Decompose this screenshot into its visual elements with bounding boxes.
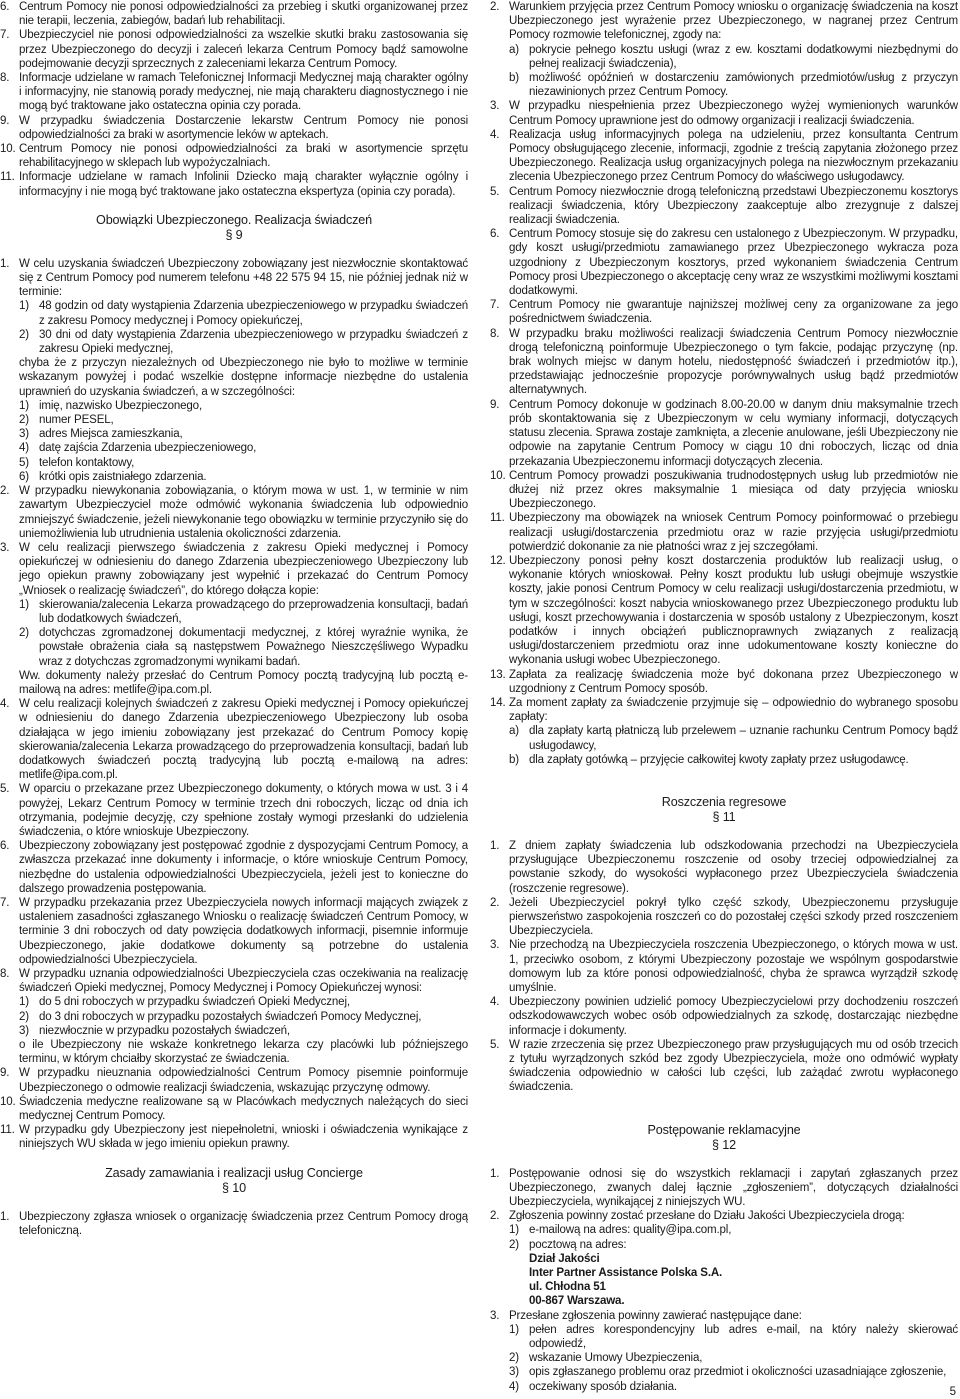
numbered-paragraph — [490, 938, 958, 995]
item-text: e-mailową na adres: quality@ipa.com.pl, — [529, 1224, 732, 1237]
item-text: Centrum Pomocy prowadzi poszukiwania trudnodostępnych usług lub przedmiotów nie dłużej niż przez okres maksymalnie 1 miesiąca od daty przyjęcia wniosku Ubezpieczonego. — [509, 469, 958, 511]
item-text: numer PESEL, — [39, 414, 114, 427]
numbered-paragraph — [490, 896, 958, 939]
list-subitem — [490, 1365, 958, 1379]
numbered-paragraph — [490, 696, 958, 724]
numbered-paragraph — [0, 1123, 468, 1151]
item-number: 3) — [19, 1024, 29, 1037]
item-text: możliwość opóźnień w dostarczeniu zamówionych przedmiotów/usług z przyczyn niezawinionych przez Centrum Pomocy. — [529, 72, 958, 99]
item-text: Centrum Pomocy nie ponosi odpowiedzialności za przebieg i skutki organizowanej przez nie terapii, leczenia, zabiegów, badań lub rehabilitacji. — [19, 1, 468, 28]
item-text: pocztową na adres: — [529, 1238, 627, 1251]
item-text: Ubezpieczony powinien udzielić pomocy Ubezpieczycielowi przy dochodzeniu roszczeń odszkodowawczych wobec osób odpowiedzialnych za szkodę, dostarczając niezbędne informacje i dokumenty. — [509, 996, 958, 1037]
left-column — [0, 0, 468, 1399]
item-text: Nie przechodzą na Ubezpieczyciela roszczenia Ubezpieczonego, o których mowa w ust. 1, przeciwko osobom, z którymi Ubezpieczony pozostaje we wspólnym gospodarstwie domowym lub za które ponosi odpowiedzialność, chyba że sprawca wyrządził szkodę umyślnie. — [509, 939, 958, 994]
paragraph-continuation: Ww. dokumenty należy przesłać do Centrum Pomocy pocztą tradycyjną lub pocztą e-mailową na adres: metlife@ipa.com.pl. — [19, 669, 468, 696]
numbered-paragraph — [0, 782, 468, 839]
list-subitem — [0, 470, 468, 484]
item-text: Informacje udzielane w ramach Telefonicznej Informacji Medycznej mają charakter ogólny i informacyjny, nie stanowią porady medycznej, nie mają charakteru diagnostycznego i nie mogą być traktowane jako ostateczna opinia czy porada. — [19, 72, 468, 113]
item-number: 4. — [490, 128, 500, 141]
item-text: W przypadku gdy Ubezpieczony jest niepełnoletni, wnioski i oświadczenia wynikające z niniejszych WU składa w jego imieniu opiekun prawny. — [19, 1124, 468, 1151]
item-text: skierowania/zalecenia Lekarza prowadzącego do przeprowadzenia konsultacji, badań lub dodatkowych świadczeń, — [39, 598, 468, 625]
item-number: 1. — [490, 1167, 500, 1180]
address-line: 00-867 Warszawa. — [529, 1295, 625, 1308]
item-number: 3. — [490, 1309, 500, 1322]
list-subitem — [490, 1351, 958, 1365]
numbered-paragraph — [490, 0, 958, 43]
item-number: a) — [509, 725, 519, 738]
item-text: W przypadku niespełnienia przez Ubezpieczonego wyżej wymienionych warunków Centrum Pomocy uprawnione jest do odmowy organizacji i realizacji świadczenia. — [509, 100, 958, 127]
item-text: Jeżeli Ubezpieczyciel pokrył tylko część szkody, Ubezpieczonemu przysługuje pierwszeństwo zaspokojenia roszczeń co do pozostałej części szkody przed roszczeniem Ubezpieczyciela. — [509, 896, 958, 938]
spacer — [0, 199, 468, 213]
item-text: Centrum Pomocy nie ponosi odpowiedzialności za braki w asortymencie sprzętu rehabilitacyjnego w sklepach lub wypożyczalniach. — [19, 143, 468, 170]
item-number: 14. — [490, 696, 506, 709]
numbered-paragraph — [0, 71, 468, 114]
numbered-paragraph — [490, 185, 958, 228]
numbered-paragraph — [0, 0, 468, 28]
right-column — [490, 0, 958, 1399]
item-number: 2. — [490, 1, 500, 13]
spacer — [490, 1153, 958, 1167]
list-subitem — [0, 1010, 468, 1024]
item-number: 11. — [490, 512, 505, 525]
numbered-paragraph — [0, 967, 468, 995]
item-text: Centrum Pomocy nie gwarantuje najniższej możliwej ceny za organizowane za jego pośrednictwem świadczenia. — [509, 299, 958, 326]
numbered-paragraph — [0, 1095, 468, 1123]
item-text: Ubezpieczyciel nie ponosi odpowiedzialności za wszelkie skutki braku zastosowania się przez Ubezpieczonego do decyzji i zaleceń lekarza Centrum Pomocy bądź samowolne podejmowanie decyzji sprzecznych z zaleceniami lekarza Centrum Pomocy. — [19, 29, 468, 70]
item-text: Centrum Pomocy stosuje się do zakresu cen ustalonego z Ubezpieczonym. W przypadku, gdy koszt usługi/przedmiotu zamawianego przez Ubezpieczonego wykracza poza uzgodniony z Ubezpieczonym kosztorys, przed wykonaniem świadczenia Centrum Pomocy prosi Ubezpieczonego o akceptację ceny wraz ze wszystkimi możliwymi kosztami dodatkowymi. — [509, 228, 958, 298]
list-subitem — [0, 995, 468, 1009]
numbered-paragraph — [0, 170, 468, 198]
item-text: do 5 dni roboczych w przypadku świadczeń Opieki Medycznej, — [39, 996, 350, 1009]
item-number: 13. — [490, 668, 506, 681]
item-number: 1) — [509, 1323, 519, 1336]
item-text: wskazanie Umowy Ubezpieczenia, — [529, 1352, 703, 1365]
item-text: W przypadku przekazania przez Ubezpieczyciela nowych informacji mających związek z ustaleniem zasadności zgłaszanego Wniosku o realizację świadczeń Centrum Pomocy, w terminie 3 dni roboczych od daty powzięcia dodatkowych informacji, pisemnie informuje Ubezpieczonego, jakie dodatkowe dokumenty są potrzebne do ustalenia odpowiedzialności Ubezpieczyciela. — [19, 896, 468, 966]
item-text: W oparciu o przekazane przez Ubezpieczonego dokumenty, o których mowa w ust. 3 i 4 powyżej, Lekarz Centrum Pomocy w terminie trzech dni roboczych, licząc od dnia ich otrzymania, podejmie decyzję, czy spełnione zostały wymogi przesłanki do udzielenia świadczenia, o które wnioskuje Ubezpieczony. — [19, 783, 468, 838]
item-number: 10. — [0, 143, 16, 156]
numbered-paragraph — [0, 257, 468, 300]
item-number: 11. — [0, 1124, 15, 1137]
section-heading: Roszczenia regresowe — [661, 794, 787, 809]
item-text: W przypadku nieuznania odpowiedzialności Centrum Pomocy pisemnie poinformuje Ubezpieczonego o odmowie realizacji świadczenia, wskazując przyczynę odmowy. — [19, 1067, 468, 1094]
item-text: dla zapłaty gotówką – przyjęcie całkowitej kwoty zapłaty przez usługodawcę. — [529, 753, 909, 766]
item-text: Warunkiem przyjęcia przez Centrum Pomocy wniosku o organizację świadczenia na koszt Ubezpieczonego jest wyrażenie przez Ubezpieczonego, w nagranej przez Centrum Pomocy rozmowie telefonicznej, zgody na: — [509, 1, 958, 42]
item-number: 6) — [19, 470, 29, 483]
item-number: 12. — [490, 554, 506, 567]
item-text: dotychczas zgromadzonej dokumentacji medycznej, z której wyraźnie wynika, że powstałe obrażenia ciała są następstwem Poważnego Nieszczęśliwego Wypadku wraz z dotychczas zgromadzonymi wynikami badań. — [39, 627, 468, 668]
address-line: Inter Partner Assistance Polska S.A. — [529, 1267, 723, 1280]
list-subitem — [490, 724, 958, 752]
list-subitem — [0, 413, 468, 427]
item-number: 2. — [490, 1210, 500, 1223]
item-text: adres Miejsca zamieszkania, — [39, 428, 183, 441]
item-number: 10. — [490, 469, 506, 482]
numbered-paragraph — [490, 995, 958, 1038]
list-subitem — [0, 456, 468, 470]
list-subitem — [0, 626, 468, 669]
item-text: imię, nazwisko Ubezpieczonego, — [39, 399, 203, 412]
section-heading: Obowiązki Ubezpieczonego. Realizacja świadczeń — [96, 212, 372, 227]
numbered-paragraph — [0, 697, 468, 782]
spacer — [490, 1095, 958, 1109]
item-number: 6. — [490, 228, 500, 241]
spacer — [490, 1109, 958, 1123]
item-number: 6. — [0, 1, 10, 13]
item-number: 2) — [19, 1010, 29, 1023]
numbered-paragraph — [490, 1309, 958, 1323]
list-subitem — [490, 71, 958, 99]
item-text: W przypadku niewykonania zobowiązania, o którym mowa w ust. 1, w terminie w nim zawartym Ubezpieczyciel może odmówić wykonania świadczenia lub odpowiednio zmniejszyć świadczenie, jeżeli niewykonanie tego obowiązku w terminie przyczyniło się do uniemożliwienia lub utrudnienia ustalenia okoliczności zdarzenia. — [19, 485, 468, 540]
list-subitem — [490, 43, 958, 71]
item-number: 2) — [509, 1352, 519, 1365]
numbered-paragraph — [490, 511, 958, 554]
list-subitem — [490, 1238, 958, 1252]
item-number: 1) — [19, 399, 29, 412]
list-subitem — [490, 1380, 958, 1394]
item-text: Zapłata za realizację świadczenia może być dokonana przez Ubezpieczonego w uzgodniony z Centrum Pomocy sposób. — [509, 668, 958, 695]
item-number: 1. — [490, 839, 500, 852]
list-subitem — [0, 299, 468, 327]
item-number: 1) — [19, 300, 29, 313]
numbered-paragraph — [490, 1209, 958, 1223]
numbered-paragraph — [490, 398, 958, 469]
item-text: Z dniem zapłaty świadczenia lub odszkodowania przechodzi na Ubezpieczyciela przysługujące Ubezpieczonemu roszczenie od osoby trzeciej odpowiedzialnej za powstanie szkody, do wysokości wypłaconego przez Ubezpieczyciela świadczenia (roszczenie regresowe). — [509, 839, 958, 895]
item-number: 8. — [0, 968, 10, 980]
item-text: niezwłocznie w przypadku pozostałych świadczeń, — [39, 1024, 290, 1037]
numbered-paragraph — [490, 128, 958, 185]
list-subitem — [0, 427, 468, 441]
numbered-paragraph — [490, 327, 958, 398]
item-text: W przypadku uznania odpowiedzialności Ubezpieczyciela czas oczekiwania na realizację świadczeń Opieki medycznej, Pomocy Medycznej i Pomocy Opiekuńczej wynosi: — [19, 968, 468, 995]
item-number: 4. — [490, 996, 500, 1009]
item-number: b) — [509, 753, 519, 766]
item-number: 9. — [0, 1067, 10, 1080]
list-subitem — [0, 399, 468, 413]
numbered-paragraph — [0, 541, 468, 598]
item-text: pokrycie pełnego kosztu usługi (wraz z ew. kosztami dodatkowymi niezbędnymi do pełnej realizacji świadczenia), — [529, 43, 958, 70]
item-text: Ubezpieczony ma obowiązek na wniosek Centrum Pomocy poinformować o przebiegu realizacji usługi/dostarczenia przedmiotu oraz w razie przyjęcia usługi/przedmiotu potwierdzić dokonanie za nie płatności wraz z jej szczegółami. — [509, 512, 958, 553]
item-number: 1) — [19, 598, 29, 611]
numbered-paragraph — [0, 142, 468, 170]
numbered-paragraph — [0, 484, 468, 541]
item-text: W celu realizacji pierwszego świadczenia z zakresu Opieki medycznej i Pomocy opiekuńczej w odniesieniu do danego Zdarzenia ubezpieczeniowego Ubezpieczony lub jego opiekun prawny zobowiązany jest wypełnić i przekazać do Centrum Pomocy „Wniosek o realizację świadczeń”, do którego dołącza kopie: — [19, 541, 468, 597]
list-subitem — [490, 1223, 958, 1237]
item-number: 4. — [0, 698, 10, 711]
spacer — [0, 243, 468, 257]
item-number: 5) — [19, 456, 29, 469]
item-number: 3. — [0, 541, 10, 554]
item-number: 9. — [0, 114, 10, 127]
item-number: 4) — [19, 442, 29, 455]
numbered-paragraph — [490, 668, 958, 696]
paragraph-continuation: o ile Ubezpieczony nie wskaże konkretnego lekarza czy placówki lub późniejszego terminu, w którym chciałby skorzystać ze świadczenia. — [19, 1039, 468, 1066]
numbered-paragraph — [0, 1066, 468, 1094]
item-text: Świadczenia medyczne realizowane są w Placówkach medycznych należących do sieci medycznej Centrum Pomocy. — [19, 1095, 468, 1123]
item-number: 2) — [19, 627, 29, 640]
item-text: Centrum Pomocy dokonuje w godzinach 8.00-20.00 w danym dniu maksymalnie trzech prób skontaktowania się z Ubezpieczonym w celu wymiany informacji, dotyczących statusu zlecenia. Sprawa zostaje zamknięta, a zlecenie anulowane, jeśli Ubezpieczony nie odpowie na zapytanie Centrum Pomocy w ciągu 10 dni roboczych, licząc od dnia przekazania Ubezpieczonemu informacji dotyczących zlecenia. — [509, 398, 958, 468]
numbered-paragraph — [0, 839, 468, 896]
item-text: Centrum Pomocy niezwłocznie drogą telefoniczną przedstawi Ubezpieczonemu kosztorys realizacji świadczenia, który Ubezpieczony zaakceptuje albo zrezygnuje z dalszej realizacji świadczenia. — [509, 185, 958, 227]
numbered-paragraph — [0, 896, 468, 967]
item-number: 11. — [0, 171, 15, 184]
item-text: W przypadku braku możliwości realizacji świadczenia Centrum Pomocy niezwłocznie drogą telefoniczną poinformuje Ubezpieczonego o tym fakcie, podając przyczynę (np. brak wolnych miejsc w danym hotelu, niedostępność świadczeń i przedmiotów itp.), przedstawiając jednocześnie propozycje porównywalnych usług bądź przedmiotów alternatywnych. — [509, 327, 958, 397]
item-text: datę zajścia Zdarzenia ubezpieczeniowego, — [39, 442, 257, 455]
item-text: dla zapłaty kartą płatniczą lub przelewem – uznanie rachunku Centrum Pomocy bądź usługodawcy, — [529, 725, 958, 752]
item-number: b) — [509, 72, 519, 85]
section-heading: § 9 — [225, 227, 243, 242]
item-number: 1) — [19, 996, 29, 1009]
item-text: Za moment zapłaty za świadczenie przyjmuje się – odpowiednio do wybranego sposobu zapłaty: — [509, 696, 958, 724]
item-number: 1. — [0, 257, 10, 270]
item-number: 7. — [0, 896, 10, 909]
item-text: telefon kontaktowy, — [39, 456, 135, 469]
numbered-paragraph — [490, 298, 958, 326]
item-text: do 3 dni roboczych w przypadku pozostałych świadczeń Pomocy Medycznej, — [39, 1010, 422, 1023]
item-number: 7. — [0, 29, 10, 42]
list-subitem — [0, 441, 468, 455]
numbered-paragraph — [490, 1038, 958, 1095]
item-text: Ubezpieczony ponosi pełny koszt dostarczenia produktów lub realizacji usług, o wykonanie których wnioskował. Pełny koszt produktu lub usługi obejmuje wszystkie koszty, jakie ponosi Centrum Pomocy w celu realizacji usługi/dostarczenia przedmiotu, w tym w szczególności: koszt nabycia wnioskowanego przez Ubezpieczonego produktu lub usługi, koszt przechowywania i dostarczenia w sposób ustalony z Ubezpieczonym, koszt podatków i innych obciążeń publicznoprawnych związanych z realizacją usługi/dostarczeniem przedmiotu oraz inne udokumentowane koszty konieczne do wykonania usługi wobec Ubezpieczonego. — [509, 554, 958, 667]
numbered-paragraph — [490, 554, 958, 668]
spacer — [0, 1196, 468, 1210]
item-number: 7. — [490, 299, 500, 312]
item-text: Informacje udzielane w ramach Infolinii Dziecko mają charakter wyłącznie ogólny i informacyjny i nie mogą być traktowane jako ostateczna ekspertyza (opinia czy porada). — [19, 171, 468, 198]
page-number: 5 — [949, 1386, 956, 1398]
item-number: 1. — [0, 1210, 10, 1223]
item-text: Ubezpieczony zobowiązany jest postępować zgodnie z dyspozycjami Centrum Pomocy, a zwłaszcza przekazać inne dokumenty i informacje, o które wnioskuje Centrum Pomocy, niezbędne do ustalenia odpowiedzialności Ubezpieczyciela, jeżeli jest to konieczne do dalszego prowadzenia postępowania. — [19, 840, 468, 895]
item-number: 4) — [509, 1380, 519, 1393]
section-heading: Zasady zamawiania i realizacji usług Concierge — [105, 1165, 363, 1180]
item-number: 5. — [490, 1038, 500, 1051]
address-line: Dział Jakości — [529, 1252, 600, 1265]
item-text: Postępowanie odnosi się do wszystkich reklamacji i zapytań zgłaszanych przez Ubezpieczonego, zwanych dalej łącznie „zgłoszeniem”, dotyczących działalności Ubezpieczyciela, wynikającej z niniejszych WU. — [509, 1167, 958, 1209]
item-number: 6. — [0, 840, 10, 853]
item-number: 2. — [490, 896, 500, 909]
item-text: Realizacja usług informacyjnych polega na udzieleniu, przez konsultanta Centrum Pomocy obsługującego zlecenie, informacji, zgodnie z treścią zapytania złożonego przez Ubezpieczonego. Realizacja usług organizacyjnych polega na niezwłocznym przekazaniu zlecenia Ubezpieczonego przez Centrum Pomocy do właściwego usługodawcy. — [509, 128, 958, 184]
spacer — [490, 825, 958, 839]
spacer — [490, 767, 958, 781]
item-number: 5. — [490, 185, 500, 198]
spacer — [0, 1152, 468, 1166]
numbered-paragraph — [490, 227, 958, 298]
item-number: 3. — [490, 939, 500, 952]
item-number: 3) — [509, 1366, 519, 1379]
item-number: 5. — [0, 783, 10, 796]
item-number: 8. — [490, 327, 500, 340]
list-subitem — [0, 328, 468, 356]
numbered-paragraph — [490, 99, 958, 127]
item-text: opis zgłaszanego problemu oraz przedmiot i okoliczności uzasadniające zgłoszenie, — [529, 1366, 947, 1379]
item-text: 30 dni od daty wystąpienia Zdarzenia ubezpieczeniowego w przypadku świadczeń z zakresu Opieki medycznej, — [39, 328, 468, 356]
item-text: Przesłane zgłoszenia powinny zawierać następujące dane: — [509, 1309, 802, 1322]
list-subitem — [490, 753, 958, 767]
section-heading: Postępowanie reklamacyjne — [647, 1122, 801, 1137]
list-subitem — [0, 1024, 468, 1038]
item-number: 10. — [0, 1095, 16, 1108]
item-number: 3. — [490, 100, 500, 113]
numbered-paragraph — [490, 839, 958, 896]
numbered-paragraph — [490, 1167, 958, 1210]
item-number: 9. — [490, 398, 500, 411]
list-subitem — [490, 1323, 958, 1351]
numbered-paragraph — [0, 28, 468, 71]
numbered-paragraph — [490, 469, 958, 512]
item-number: 1) — [509, 1224, 519, 1237]
item-number: 2) — [19, 414, 29, 427]
numbered-paragraph — [0, 1210, 468, 1238]
item-number: 2) — [509, 1238, 519, 1251]
item-number: 3) — [19, 428, 29, 441]
section-heading: § 12 — [712, 1137, 736, 1152]
spacer — [490, 781, 958, 795]
item-text: Ubezpieczony zgłasza wniosek o organizację świadczenia przez Centrum Pomocy drogą telefoniczną. — [19, 1210, 468, 1237]
item-number: a) — [509, 43, 519, 56]
item-number: 8. — [0, 72, 10, 85]
item-text: krótki opis zaistniałego zdarzenia. — [39, 470, 207, 483]
paragraph-continuation: chyba że z przyczyn niezależnych od Ubezpieczonego nie było to możliwe w terminie wskazanym powyżej i podać wszelkie dostępne informacje niezbędne do ustalenia uprawnień do uzyskania świadczeń, a w szczególności: — [19, 357, 468, 398]
item-text: W celu uzyskania świadczeń Ubezpieczony zobowiązany jest niezwłocznie skontaktować się z Centrum Pomocy pod numerem telefonu +48 22 575 94 15, nie później jednak niż w terminie: — [19, 257, 468, 299]
item-text: W razie zrzeczenia się przez Ubezpieczonego praw przysługujących mu od osób trzecich z tytułu wyrządzonych szkód bez zgody Ubezpieczyciela, może ono odmówić wypłaty świadczenia odpowiednio w całości lub części, lub zażądać zwrotu wypłaconego świadczenia. — [509, 1038, 958, 1094]
section-heading: § 10 — [222, 1180, 246, 1195]
item-text: 48 godzin od daty wystąpienia Zdarzenia ubezpieczeniowego w przypadku świadczeń z zakresu Pomocy medycznej i Pomocy opiekuńczej, — [39, 300, 468, 327]
item-text: pełen adres korespondencyjny lub adres e-mail, na który należy skierować odpowiedź, — [529, 1323, 958, 1351]
section-heading: § 11 — [712, 809, 736, 824]
item-text: W przypadku świadczenia Dostarczenie lekarstw Centrum Pomocy nie ponosi odpowiedzialności za braki w asortymencie leków w aptekach. — [19, 114, 468, 141]
item-number: 2) — [19, 328, 29, 341]
list-subitem — [0, 598, 468, 626]
numbered-paragraph — [0, 114, 468, 142]
address-line: ul. Chłodna 51 — [529, 1281, 606, 1294]
item-text: Zgłoszenia powinny zostać przesłane do Działu Jakości Ubezpieczyciela drogą: — [509, 1210, 905, 1223]
item-text: oczekiwany sposób działania. — [529, 1380, 677, 1393]
item-number: 2. — [0, 485, 10, 498]
item-text: W celu realizacji kolejnych świadczeń z zakresu Opieki medycznej i Pomocy opiekuńczej w odniesieniu do danego Zdarzenia ubezpieczeniowego Ubezpieczony lub osoba działająca w jego imieniu zobowiązany jest przekazać do Centrum Pomocy kopię skierowania/zalecenia Lekarza prowadzącego do przeprowadzenia konsultacji, badań lub dodatkowych świadczeń pocztą tradycyjną lub pocztą e-mailową na adres: metlife@ipa.com.pl. — [19, 698, 468, 782]
